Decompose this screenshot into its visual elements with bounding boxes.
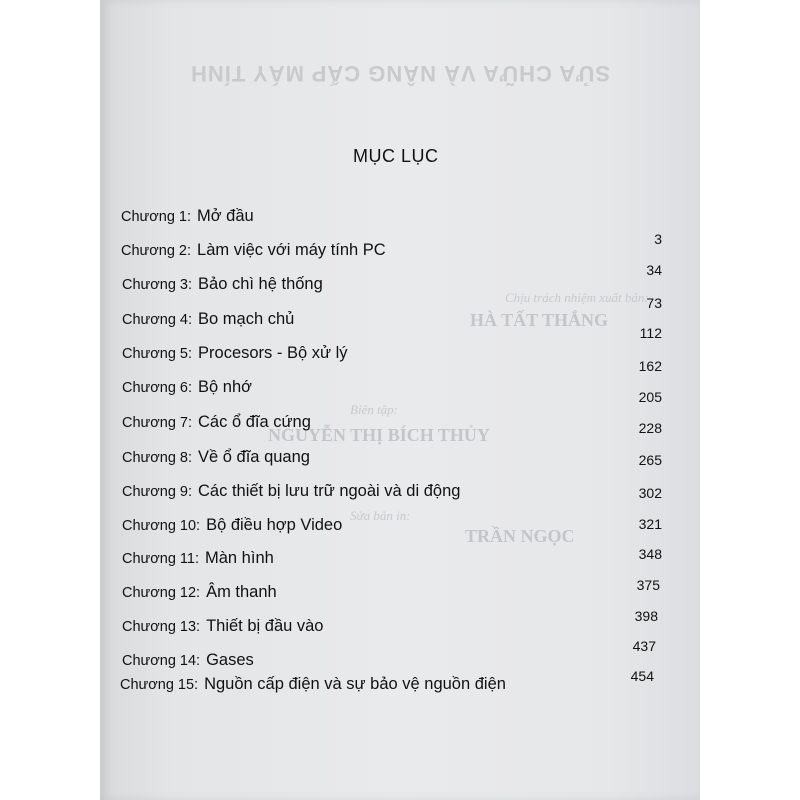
ghost-editor-label: Biên tập: (350, 402, 399, 417)
toc-heading: MỤC LỤC (353, 146, 439, 166)
toc-entry-page-number: 162 (638, 358, 662, 374)
toc-entry-title: Bộ nhớ (198, 378, 252, 396)
toc-entry-page-number: 34 (646, 262, 662, 278)
toc-entry (122, 275, 323, 294)
toc-entry-title: Các ổ đĩa cứng (198, 413, 311, 431)
toc-entry-chapter-label: Chương 2: (121, 243, 192, 259)
toc-entry-page-number: 348 (638, 546, 662, 562)
toc-entry (121, 241, 386, 260)
toc-entry-page-number: 302 (638, 485, 662, 501)
toc-entry-chapter-label: Chương 8: (122, 450, 193, 466)
toc-entry-title: Các thiết bị lưu trữ ngoài và di động (198, 482, 461, 500)
toc-entry-chapter-label: Chương 3: (122, 277, 193, 293)
toc-entry (122, 516, 342, 535)
toc-entry-chapter-label: Chương 11: (122, 551, 199, 567)
toc-entry-chapter-label: Chương 5: (122, 346, 193, 362)
toc-entry (122, 310, 294, 329)
toc-entry-chapter-label: Chương 12: (122, 585, 201, 601)
toc-entry (122, 482, 460, 501)
mirrored-cover-title: SỬA CHỮA VÀ NÂNG CẤP MÁY TÍNH (190, 61, 610, 86)
toc-entry-title: Bảo chì hệ thống (198, 275, 323, 293)
toc-entry-title: Làm việc với máy tính PC (197, 241, 386, 259)
toc-entry (122, 378, 252, 397)
toc-entry-page-number: 321 (638, 516, 662, 532)
toc-entry-title: Bo mạch chủ (198, 310, 295, 328)
toc-entry-chapter-label: Chương 9: (122, 484, 193, 500)
toc-entry-title: Về ổ đĩa quang (198, 448, 310, 466)
toc-entry-title: Gases (206, 651, 254, 669)
ghost-proof-label: Sửa bản in: (350, 508, 411, 523)
toc-entry (122, 549, 274, 568)
toc-entry-page-number: 265 (638, 452, 662, 468)
ghost-responsible-label: Chịu trách nhiệm xuất bản: (505, 290, 649, 305)
ghost-proof-name: TRẦN NGỌC (465, 526, 575, 546)
toc-entry (120, 675, 506, 694)
toc-entry-title: Mở đầu (197, 207, 254, 225)
toc-entry-chapter-label: Chương 4: (122, 312, 193, 328)
toc-entry-title: Bộ điều hợp Video (206, 516, 343, 534)
toc-entry (122, 344, 348, 363)
toc-entry-chapter-label: Chương 13: (122, 619, 201, 635)
toc-entry (122, 448, 310, 467)
toc-entry (122, 617, 324, 636)
toc-entry-page-number: 228 (638, 420, 662, 436)
toc-entry-title: Âm thanh (206, 583, 277, 601)
toc-entry-title: Nguồn cấp điện và sự bảo vệ nguồn điện (204, 675, 506, 693)
toc-entry (122, 413, 311, 432)
toc-entry-page-number: 398 (634, 608, 658, 624)
toc-entry (122, 583, 277, 602)
toc-entry-chapter-label: Chương 15: (120, 677, 199, 693)
toc-entry-chapter-label: Chương 1: (121, 209, 192, 225)
toc-entry (122, 651, 254, 670)
ghost-responsible-name: HÀ TẤT THẮNG (470, 310, 609, 330)
toc-entry-chapter-label: Chương 10: (122, 518, 201, 534)
toc-entry-page-number: 437 (632, 638, 656, 654)
toc-entry-page-number: 3 (654, 231, 662, 247)
toc-entry-page-number: 205 (638, 389, 662, 405)
toc-entry-page-number: 73 (646, 295, 662, 311)
toc-entry-page-number: 454 (630, 668, 654, 684)
toc-entry-page-number: 375 (636, 577, 660, 593)
toc-entry (121, 207, 254, 226)
toc-entry-page-number: 112 (639, 325, 662, 341)
toc-entry-title: Thiết bị đầu vào (206, 617, 324, 635)
ghost-editor-name: NGUYỄN THỊ BÍCH THỦY (268, 425, 490, 445)
toc-entry-chapter-label: Chương 7: (122, 415, 193, 431)
toc-entry-chapter-label: Chương 14: (122, 653, 201, 669)
toc-entry-chapter-label: Chương 6: (122, 380, 193, 396)
toc-entry-title: Màn hình (205, 549, 274, 567)
toc-entry-title: Procesors - Bộ xử lý (198, 344, 348, 362)
